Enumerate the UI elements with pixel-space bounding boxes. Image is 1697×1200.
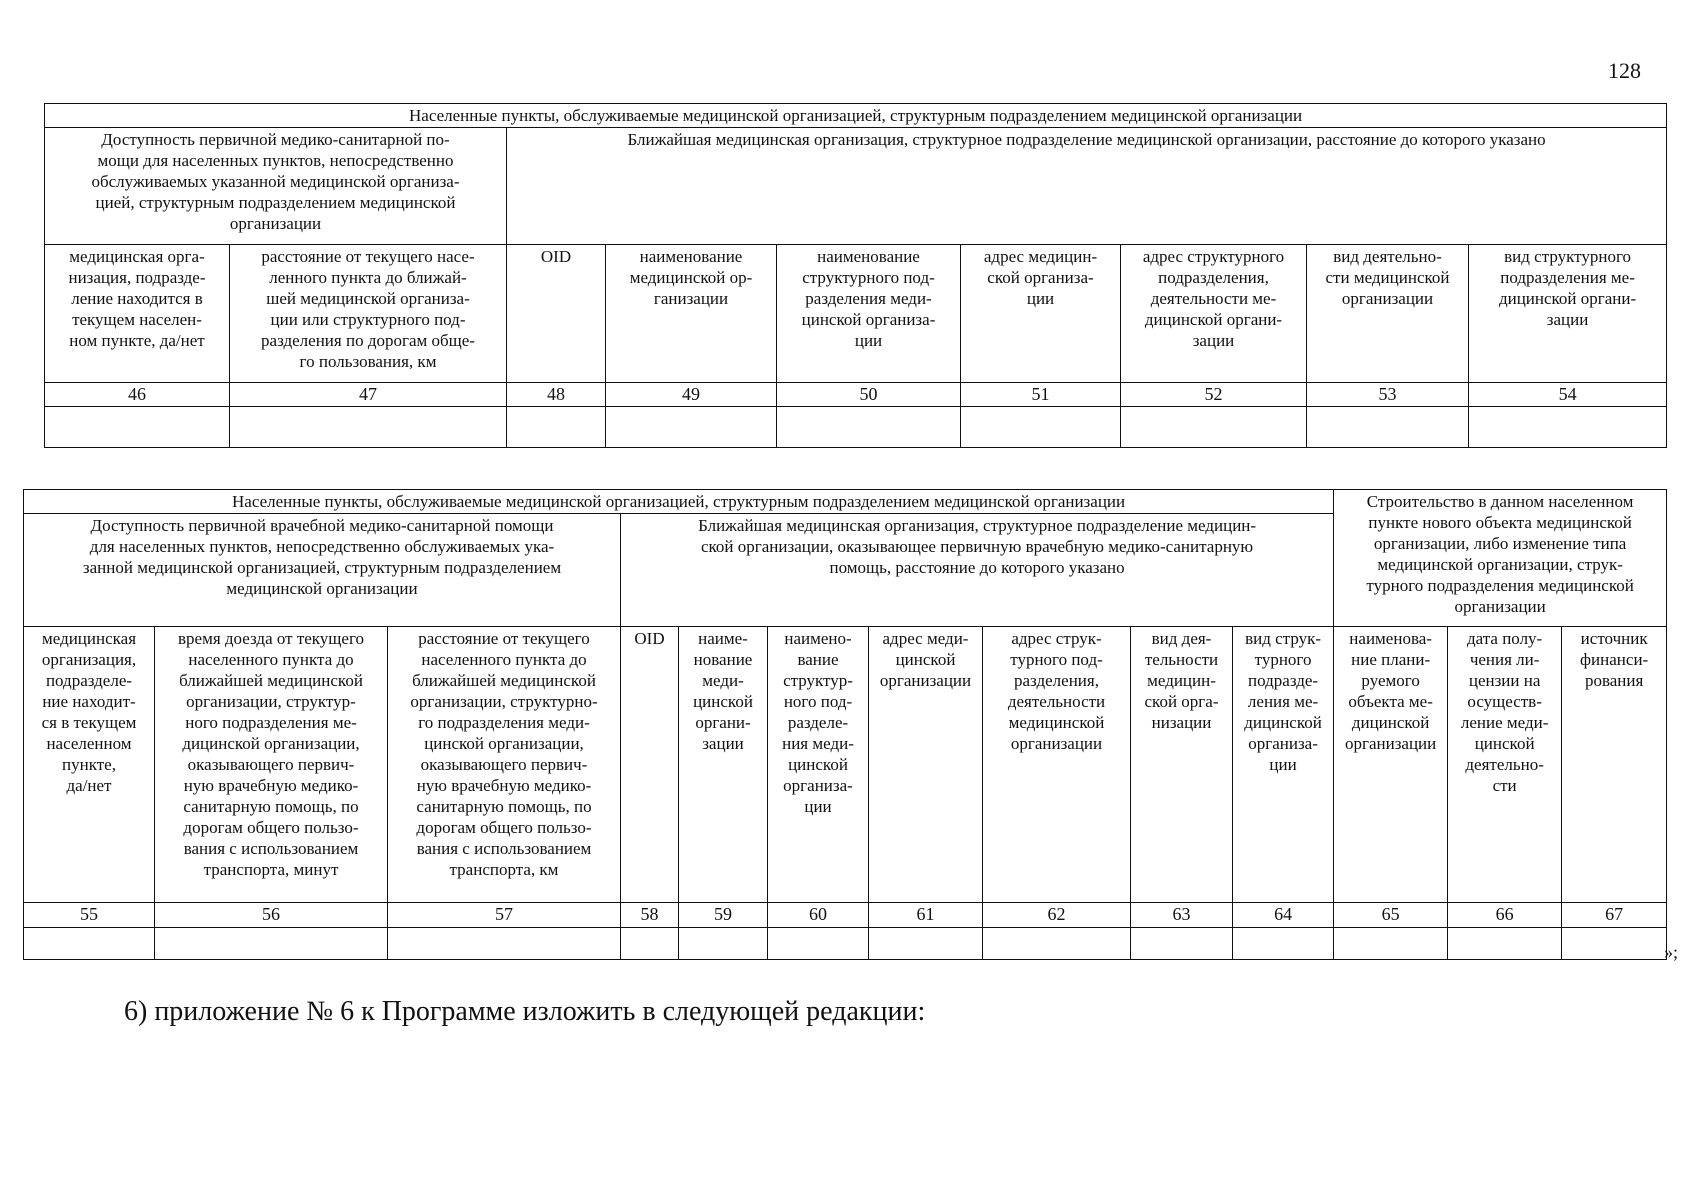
table2-col-number: 55 [24,903,155,928]
table2-col-number: 63 [1131,903,1233,928]
table2-col-56-header: время доезда от текущего населенного пункта до ближайшей медицинской организации, структур- ного подразделения ме- дицинской организации, оказывающего первич- ную врачебную медико- санитарную помощь, по дорогам общего пользо- вания с использованием транспорта, минут [155,627,388,903]
table-settlements-physician-care [23,489,1667,960]
table2-group-nearest-organization: Ближайшая медицинская организация, структурное подразделение медицин- ской организации, оказывающее первичную врачебную медико-санитарную помощь, расстояние до которого указано [621,514,1334,627]
table1-col-50-header: наименование структурного под- разделения меди- цинской организа- ции [777,245,961,383]
table2-empty-cell [679,928,768,960]
table1-col-number: 52 [1121,383,1307,407]
table1-empty-cell [507,407,606,448]
table1-col-number: 46 [45,383,230,407]
table1-group-nearest-organization: Ближайшая медицинская организация, структурное подразделение медицинской организации, расстояние до которого указано [507,128,1667,245]
table1-col-number: 53 [1307,383,1469,407]
table1-empty-cell [1469,407,1667,448]
table2-col-66-header: дата полу- чения ли- цензии на осуществ- ление меди- цинской деятельно- сти [1448,627,1562,903]
table1-col-49-header: наименование медицинской ор- ганизации [606,245,777,383]
table2-empty-cell [1448,928,1562,960]
table1-col-number: 49 [606,383,777,407]
table2-col-55-header: медицинская организация, подразделе- ние находит- ся в текущем населенном пункте, да/нет [24,627,155,903]
table2-empty-cell [768,928,869,960]
table1-col-51-header: адрес медицин- ской организа- ции [961,245,1121,383]
table2-col-58-header: OID [621,627,679,903]
table2-col-number: 62 [983,903,1131,928]
table2-col-67-header: источник финанси- рования [1562,627,1667,903]
table1-col-54-header: вид структурного подразделения ме- дицинской органи- зации [1469,245,1667,383]
table2-empty-cell [1233,928,1334,960]
table2-empty-cell [983,928,1131,960]
table2-col-number: 57 [388,903,621,928]
table1-empty-cell [1121,407,1307,448]
table2-empty-cell [1131,928,1233,960]
table1-col-number: 54 [1469,383,1667,407]
table2-col-59-header: наиме- нование меди- цинской органи- зации [679,627,768,903]
table2-col-number: 58 [621,903,679,928]
table1-col-48-header: OID [507,245,606,383]
table1-empty-cell [961,407,1121,448]
table2-col-number: 65 [1334,903,1448,928]
table1-col-53-header: вид деятельно- сти медицинской организации [1307,245,1469,383]
table1-col-number: 47 [230,383,507,407]
table2-empty-cell [388,928,621,960]
table2-col-63-header: вид дея- тельности медицин- ской орга- низации [1131,627,1233,903]
table2-col-65-header: наименова- ние плани- руемого объекта ме- дицинской организации [1334,627,1448,903]
table1-group-availability: Доступность первичной медико-санитарной по- мощи для населенных пунктов, непосредственно обслуживаемых указанной медицинской организа- цией, структурным подразделением медицинской организации [45,128,507,245]
page-number: 128 [1608,58,1641,83]
table2-col-number: 67 [1562,903,1667,928]
table2-header-construction: Строительство в данном населенном пункте нового объекта медицинской организации, либо изменение типа медицинской организации, струк- турного подразделения медицинской организации [1334,490,1667,627]
table2-col-64-header: вид струк- турного подразде- ления ме- дицинской организа- ции [1233,627,1334,903]
table2-empty-cell [1334,928,1448,960]
table2-header-main: Населенные пункты, обслуживаемые медицинской организацией, структурным подразделением медицинской организации [24,490,1334,514]
table1-col-number: 50 [777,383,961,407]
table1-col-number: 51 [961,383,1121,407]
table1-col-46-header: медицинская орга- низация, подразде- ление находится в текущем населен- ном пункте, да/нет [45,245,230,383]
table2-empty-cell [621,928,679,960]
table1-empty-cell [1307,407,1469,448]
table-settlements-primary-care [44,103,1667,448]
table2-empty-cell [869,928,983,960]
table1-empty-cell [230,407,507,448]
amendment-paragraph: 6) приложение № 6 к Программе изложить в следующей редакции: [124,996,926,1027]
table1-col-number: 48 [507,383,606,407]
table2-col-number: 59 [679,903,768,928]
table2-col-number: 64 [1233,903,1334,928]
table2-col-number: 60 [768,903,869,928]
table1-header-main: Населенные пункты, обслуживаемые медицинской организацией, структурным подразделением медицинской организации [45,104,1667,128]
table1-empty-cell [606,407,777,448]
table2-col-number: 56 [155,903,388,928]
table2-group-availability: Доступность первичной врачебной медико-санитарной помощи для населенных пунктов, непосредственно обслуживаемых ука- занной медицинской организацией, структурным подразделением медицинской организации [24,514,621,627]
table2-col-62-header: адрес струк- турного под- разделения, деятельности медицинской организации [983,627,1131,903]
table2-empty-cell [24,928,155,960]
table2-col-57-header: расстояние от текущего населенного пункта до ближайшей медицинской организации, структурно- го подразделения меди- цинской организации, оказывающего первич- ную врачебную медико- санитарную помощь, по дорогам общего пользо- вания с использованием транспорта, км [388,627,621,903]
table2-empty-cell [155,928,388,960]
table2-col-61-header: адрес меди- цинской организации [869,627,983,903]
table1-empty-cell [777,407,961,448]
table1-empty-cell [45,407,230,448]
table1-col-52-header: адрес структурного подразделения, деятельности ме- дицинской органи- зации [1121,245,1307,383]
table2-col-number: 66 [1448,903,1562,928]
table2-col-number: 61 [869,903,983,928]
table2-col-60-header: наимено- вание структур- ного под- разделе- ния меди- цинской организа- ции [768,627,869,903]
table2-empty-cell [1562,928,1667,960]
table1-col-47-header: расстояние от текущего насе- ленного пункта до ближай- шей медицинской организа- ции или структурного под- разделения по дорогам обще- го пользования, км [230,245,507,383]
closing-quote-mark: »; [1664,942,1679,962]
